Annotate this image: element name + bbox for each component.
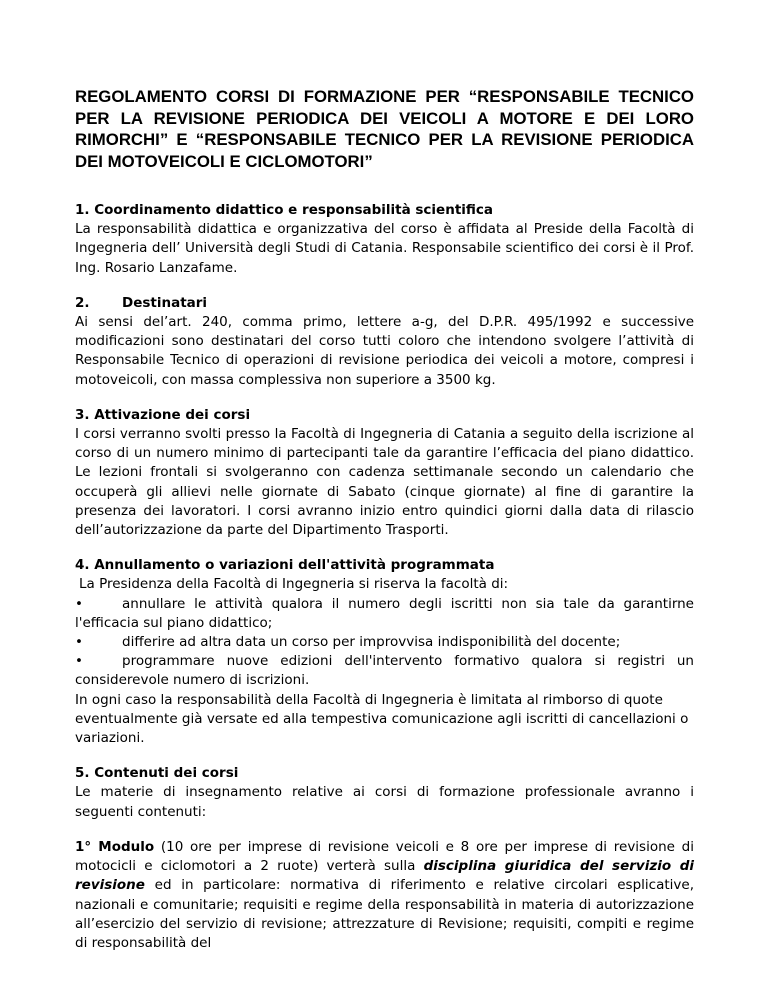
section-text: I corsi verranno svolti presso la Facoltà di Ingegneria di Catania a seguito della iscrizione al corso di un numero minimo di partecipanti tale da garantire l’efficacia del piano didattico. Le lezioni frontali si svolgeranno con cadenza settimanale secondo un calendario che occuperà gli allievi nelle giornate di Sabato (cinque giornate) al fine di garantire la presenza dei lavoratori. I corsi avranno inizio entro quindici giorni dalla data di rilascio dell’autorizzazione da parte del Dipartimento Trasporti.: [75, 426, 694, 539]
modulo-paragraph: [75, 838, 694, 953]
section-heading: 1. Coordinamento didattico e responsabilità scientifica: [75, 202, 494, 218]
section-modulo-1: [75, 838, 694, 953]
bullet-item: [75, 633, 694, 652]
section-heading: [75, 294, 694, 313]
document-title: REGOLAMENTO CORSI DI FORMAZIONE PER “RESPONSABILE TECNICO PER LA REVISIONE PERIODICA DEI VEICOLI A MOTORE E DEI LORO RIMORCHI” E “RESPONSABILE TECNICO PER LA REVISIONE PERIODICA DEI MOTOVEICOLI E CICLOMOTORI”: [75, 87, 694, 171]
section-intro: La Presidenza della Facoltà di Ingegneria si riserva la facoltà di:: [79, 576, 509, 593]
modulo-emphasis: disciplina giuridica del servizio di revisione: [75, 858, 694, 894]
section-heading: 3. Attivazione dei corsi: [75, 406, 251, 423]
section-annullamento: [75, 556, 694, 748]
bullet-symbol: •: [75, 653, 83, 670]
section-heading: 5. Contenuti dei corsi: [75, 765, 239, 782]
section-text: Le materie di insegnamento relative ai corsi di formazione professionale avranno i seguenti contenuti:: [75, 784, 694, 820]
modulo-text-a: (10 ore per imprese di revisione veicoli e 8 ore per imprese di revisione di motocicli e ciclomotori a 2 ruote) verterà sulla: [75, 838, 694, 875]
section-heading: 4. Annullamento o variazioni dell'attività programmata: [75, 557, 495, 574]
section-closing: In ogni caso la responsabilità della Facoltà di Ingegneria è limitata al rimborso di quote eventualmente già versate ed alla tempestiva comunicazione agli iscritti di cancellazioni o variazioni.: [75, 691, 689, 747]
section-text: La responsabilità didattica e organizzativa del corso è affidata al Preside della Facoltà di Ingegneria dell’ Università degli Studi di Catania. Responsabile scientifico dei corsi è il Prof. Ing. Rosario Lanzafame.: [75, 221, 694, 276]
bullet-text: differire ad altra data un corso per improvvisa indisponibilità del docente;: [122, 634, 621, 651]
modulo-label: 1° Modulo: [75, 838, 155, 855]
section-attivazione: [75, 406, 694, 540]
bullet-text: annullare le attività qualora il numero degli iscritti non sia tale da garantirne l'efficacia sul piano didattico;: [75, 595, 694, 631]
modulo-text-b: ed in particolare: normativa di riferimento e relative circolari esplicative, nazionali e comunitarie; requisiti e regime della responsabilità in materia di autorizzazione all’esercizio del servizio di revisione; attrezzature di Revisione; requisiti, compiti e regime di responsabilità del: [75, 877, 694, 951]
section-number: 2.: [75, 294, 90, 311]
section-text: Ai sensi del’art. 240, comma primo, lettere a-g, del D.P.R. 495/1992 e successive modificazioni sono destinatari del corso tutti coloro che intendono svolgere l’attività di Responsabile Tecnico di operazioni di revisione periodica dei veicoli a motore, compresi i motoveicoli, con massa complessiva non superiore a 3500 kg.: [75, 314, 694, 388]
bullet-item: [75, 595, 694, 633]
bullet-text: programmare nuove edizioni dell'intervento formativo qualora si registri un considerevole numero di iscrizioni.: [75, 653, 694, 689]
bullet-symbol: •: [75, 634, 83, 651]
section-contenuti: [75, 764, 694, 822]
document-page: [75, 0, 694, 953]
section-heading-label: Destinatari: [122, 294, 208, 311]
section-destinatari: [75, 294, 694, 390]
section-coordinamento: [75, 201, 694, 278]
bullet-item: [75, 652, 694, 690]
bullet-symbol: •: [75, 595, 83, 612]
